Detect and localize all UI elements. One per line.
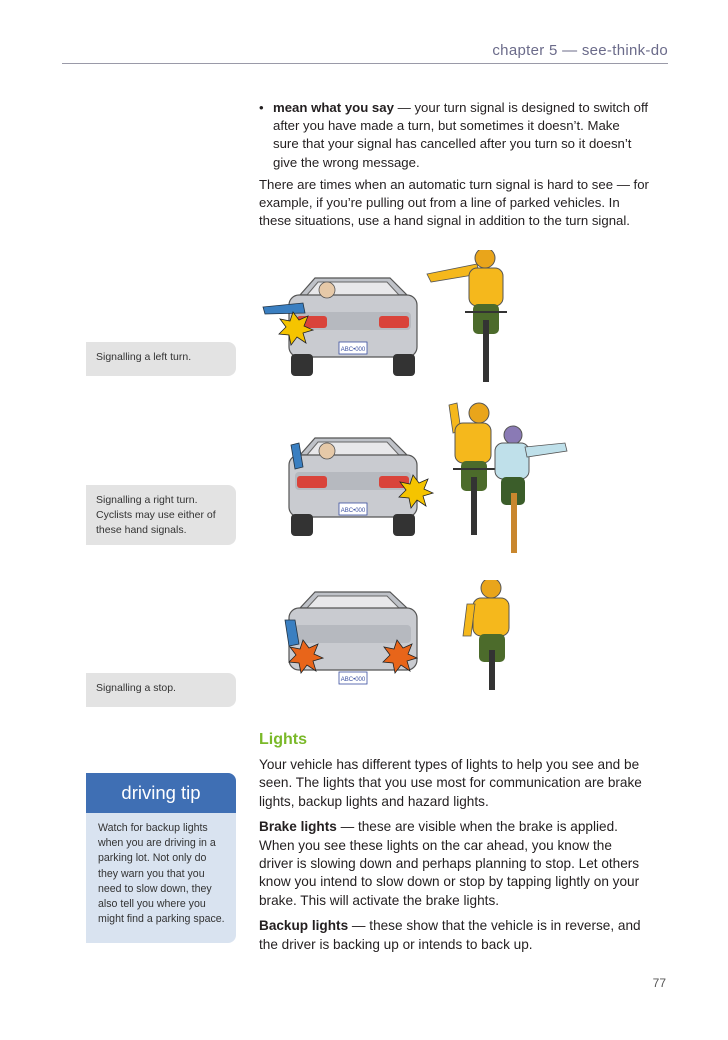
license-plate: ABC•000 [340, 347, 366, 353]
backup-lights-paragraph [259, 917, 649, 954]
caption-stop: Signalling a stop. [86, 673, 236, 707]
intro-paragraph: There are times when an automatic turn signal is hard to see — for example, if you’re pulling out from a line of parked vehicles. In these situations, use a hand signal in addition to the turn signal. [259, 176, 649, 229]
lights-body [259, 756, 649, 954]
brake-lights-body: — these are visible when the brake is applied. When you see these lights on the car ahead, you know the driver is slowing down and perhaps planning to stop. Let others know you intend to slow down or stop by tapping lightly on your brake. This will activate the brake lights. [259, 819, 640, 908]
driving-tip-box [86, 773, 236, 943]
lights-intro: Your vehicle has different types of lights to help you see and be seen. The lights that you use most for communication are brake lights, backup lights and hazard lights. [259, 757, 642, 809]
license-plate: ABC•000 [340, 508, 366, 514]
caption-left-turn: Signalling a left turn. [86, 342, 236, 376]
right-turn-illustration [255, 395, 575, 560]
car-rear [289, 592, 417, 684]
driving-tip-heading: driving tip [86, 773, 236, 813]
header-rule [62, 63, 668, 64]
cyclist-arm-up [449, 403, 495, 535]
bullet-body: — your turn signal is designed to switch off after you have made a turn, but sometimes it doesn’t. Make sure that your signal has cancelled after you turn so it doesn’t give the wrong message. [273, 100, 649, 170]
bullet-dot: • [259, 100, 264, 115]
car-rear [289, 278, 417, 376]
driving-tip-text: Watch for backup lights when you are driving in a parking lot. Not only do they warn you that you need to slow down, they also tell you where you might find a parking space. [98, 822, 225, 926]
bullet-bold-lead: mean what you say [273, 100, 394, 115]
cyclist-right-arm [495, 426, 567, 553]
cyclist-stop-signal [463, 580, 509, 690]
backup-lights-body: — these show that the vehicle is in reverse, and the driver is backing up or intends to back up. [259, 918, 641, 952]
lights-heading: Lights [259, 731, 307, 748]
left-turn-illustration [255, 250, 535, 385]
backup-lights-lead: Backup lights [259, 918, 349, 934]
car-rear [289, 438, 417, 536]
stop-illustration [255, 580, 545, 690]
page-number: 77 [652, 976, 666, 990]
cyclist-left-signal [427, 250, 507, 382]
intro-block [259, 99, 649, 230]
license-plate: ABC•000 [340, 677, 366, 683]
chapter-header: chapter 5 — see-think-do [492, 42, 668, 59]
caption-right-turn: Signalling a right turn. Cyclists may use either of these hand signals. [86, 485, 236, 545]
bullet-mean-what-you-say [259, 99, 649, 172]
brake-lights-lead: Brake lights [259, 819, 337, 835]
bullet-text [273, 99, 649, 172]
brake-lights-paragraph [259, 818, 649, 910]
